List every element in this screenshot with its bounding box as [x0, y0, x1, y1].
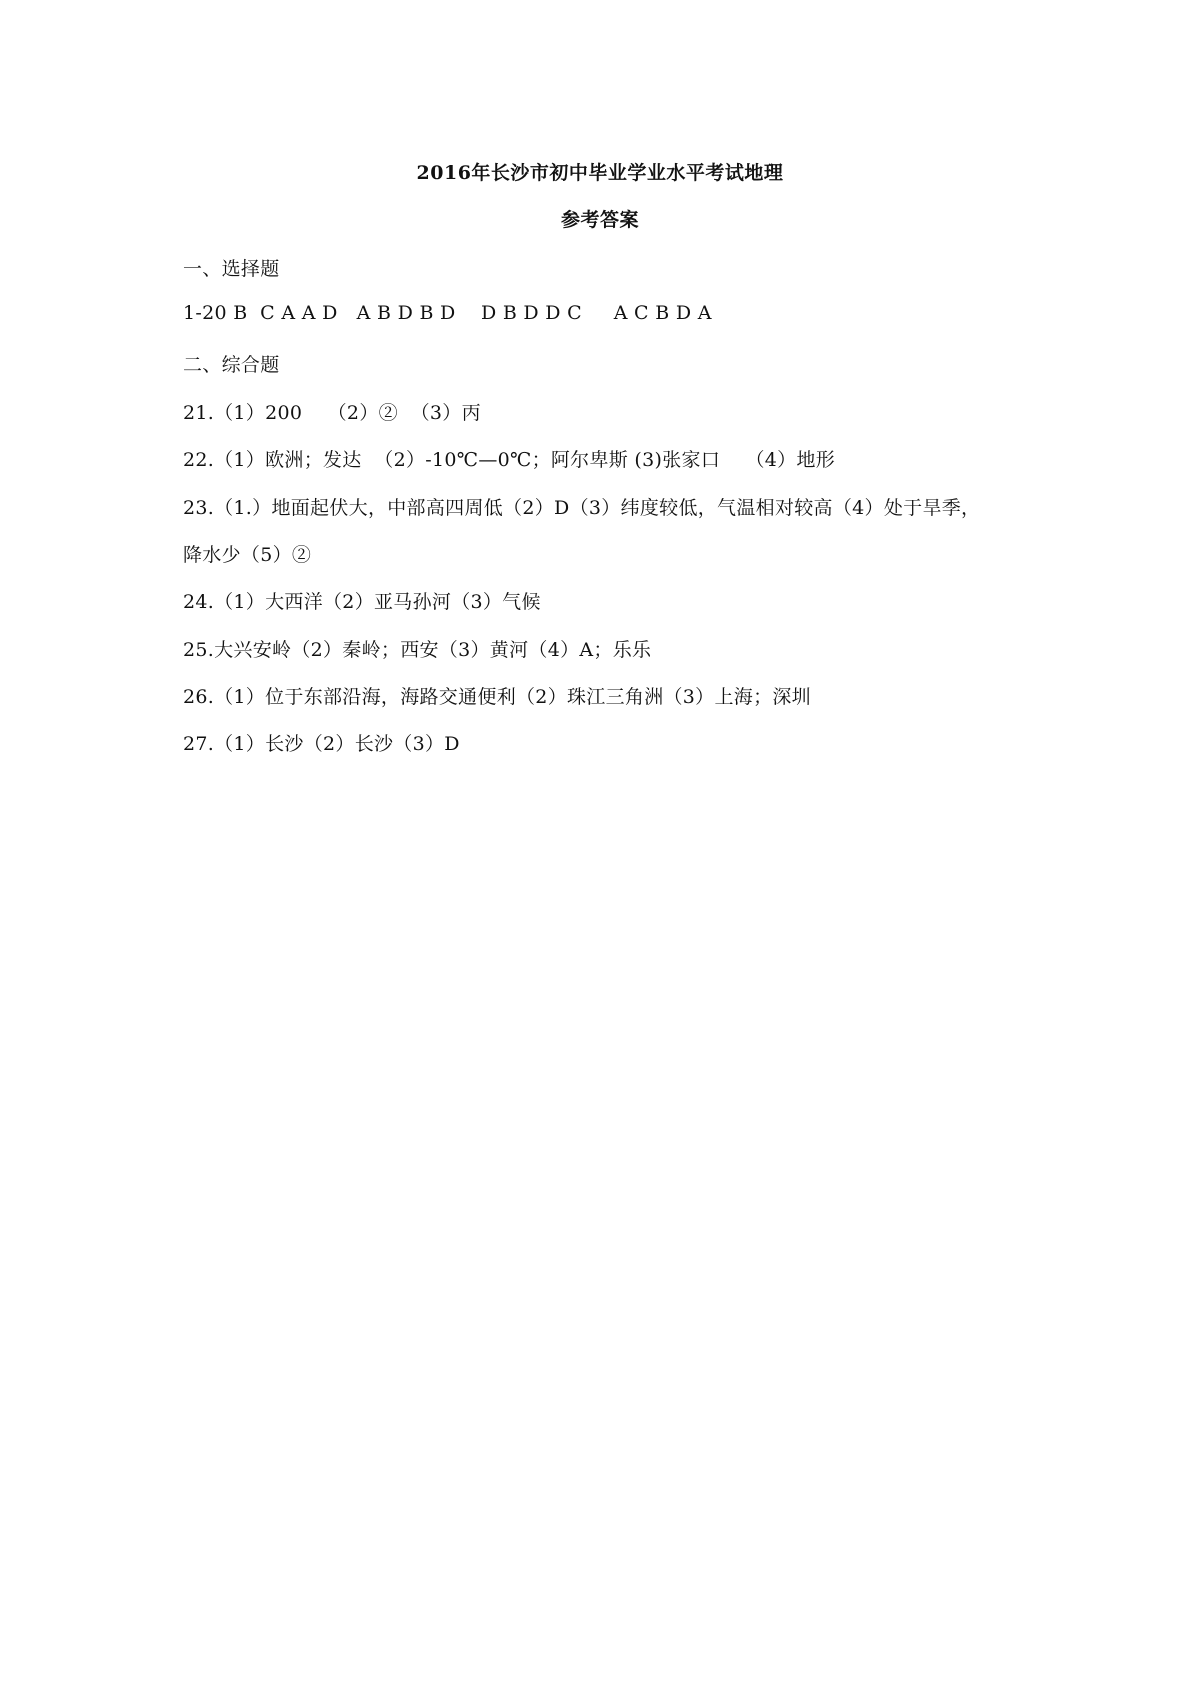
document-title: 2016年长沙市初中毕业学业水平考试地理 [416, 162, 784, 184]
answer-line: 21.（1）200 （2）② （3）丙 [183, 402, 481, 424]
answer-line: 23.（1.）地面起伏大，中部高四周低（2）D（3）纬度较低，气温相对较高（4）处于旱季， [183, 497, 981, 519]
document-subtitle: 参考答案 [560, 209, 639, 231]
answer-line: 24.（1）大西洋（2）亚马孙河（3）气候 [183, 591, 541, 613]
answer-line: 27.（1）长沙（2）长沙（3）D [183, 733, 460, 755]
answer-line: 降水少（5）② [183, 544, 312, 566]
section-heading-comprehensive: 二、综合题 [183, 354, 280, 376]
section-heading-choice: 一、选择题 [183, 258, 280, 280]
answer-line: 22.（1）欧洲；发达 （2）-10℃—0℃；阿尔卑斯 (3)张家口 （4）地形 [183, 449, 836, 471]
answer-line: 26.（1）位于东部沿海，海路交通便利（2）珠江三角洲（3）上海；深圳 [183, 686, 811, 708]
answer-line: 25.大兴安岭（2）秦岭；西安（3）黄河（4）A；乐乐 [183, 639, 652, 661]
choice-answers: 1-20 B C A A D A B D B D D B D D C A C B D A [183, 302, 712, 324]
